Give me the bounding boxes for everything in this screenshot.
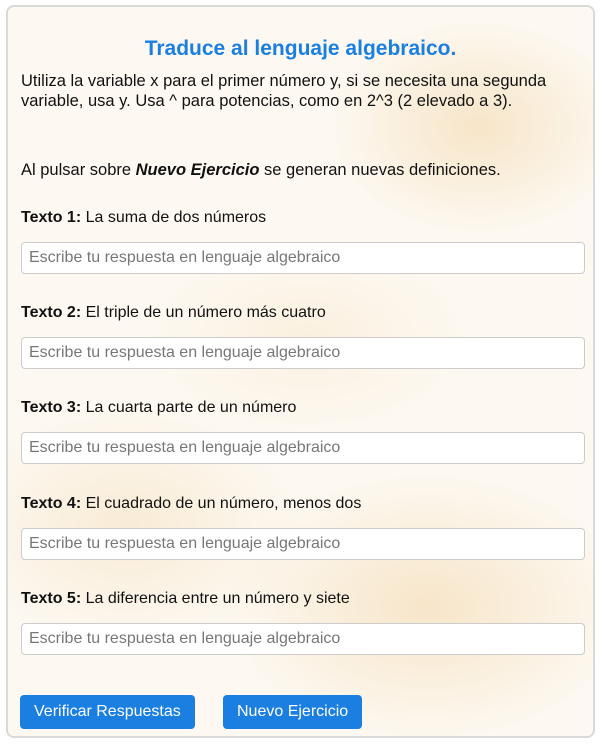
note-before-text: Al pulsar sobre	[21, 161, 136, 179]
item-number: Texto 1:	[21, 209, 82, 226]
item-label	[21, 590, 585, 612]
answer-input-1[interactable]	[21, 242, 585, 274]
exercise-item-5	[21, 590, 585, 655]
verify-answers-button[interactable]: Verificar Respuestas	[20, 695, 195, 729]
new-exercise-button[interactable]: Nuevo Ejercicio	[223, 695, 362, 729]
item-number: Texto 5:	[21, 590, 82, 607]
item-label	[21, 209, 585, 231]
item-number: Texto 2:	[21, 304, 82, 321]
exercise-item-1	[21, 209, 585, 274]
answer-input-4[interactable]	[21, 528, 585, 560]
page-title: Traduce al lenguaje algebraico.	[144, 37, 457, 60]
item-text: La suma de dos números	[81, 209, 267, 226]
answer-input-5[interactable]	[21, 623, 585, 655]
instructions-text: Utiliza la variable x para el primer número y, si se necesita una segunda variable, usa y. Usa ^ para potencias, como en 2^3 (2 elevado a 3).	[21, 72, 547, 110]
new-exercise-note	[21, 161, 581, 180]
item-text: La diferencia entre un número y siete	[81, 590, 350, 607]
item-label	[21, 399, 585, 421]
note-after-text: se generan nuevas definiciones.	[259, 161, 501, 179]
exercise-card	[6, 5, 595, 738]
note-emphasis-text: Nuevo Ejercicio	[135, 161, 260, 179]
exercise-item-2	[21, 304, 585, 369]
item-number: Texto 3:	[21, 399, 82, 416]
item-number: Texto 4:	[21, 495, 82, 512]
answer-input-3[interactable]	[21, 432, 585, 464]
item-label	[21, 495, 585, 517]
item-text: El triple de un número más cuatro	[81, 304, 326, 321]
item-text: La cuarta parte de un número	[81, 399, 297, 416]
answer-input-2[interactable]	[21, 337, 585, 369]
item-label	[21, 304, 585, 326]
exercise-item-4	[21, 495, 585, 560]
item-text: El cuadrado de un número, menos dos	[81, 495, 362, 512]
exercise-item-3	[21, 399, 585, 464]
